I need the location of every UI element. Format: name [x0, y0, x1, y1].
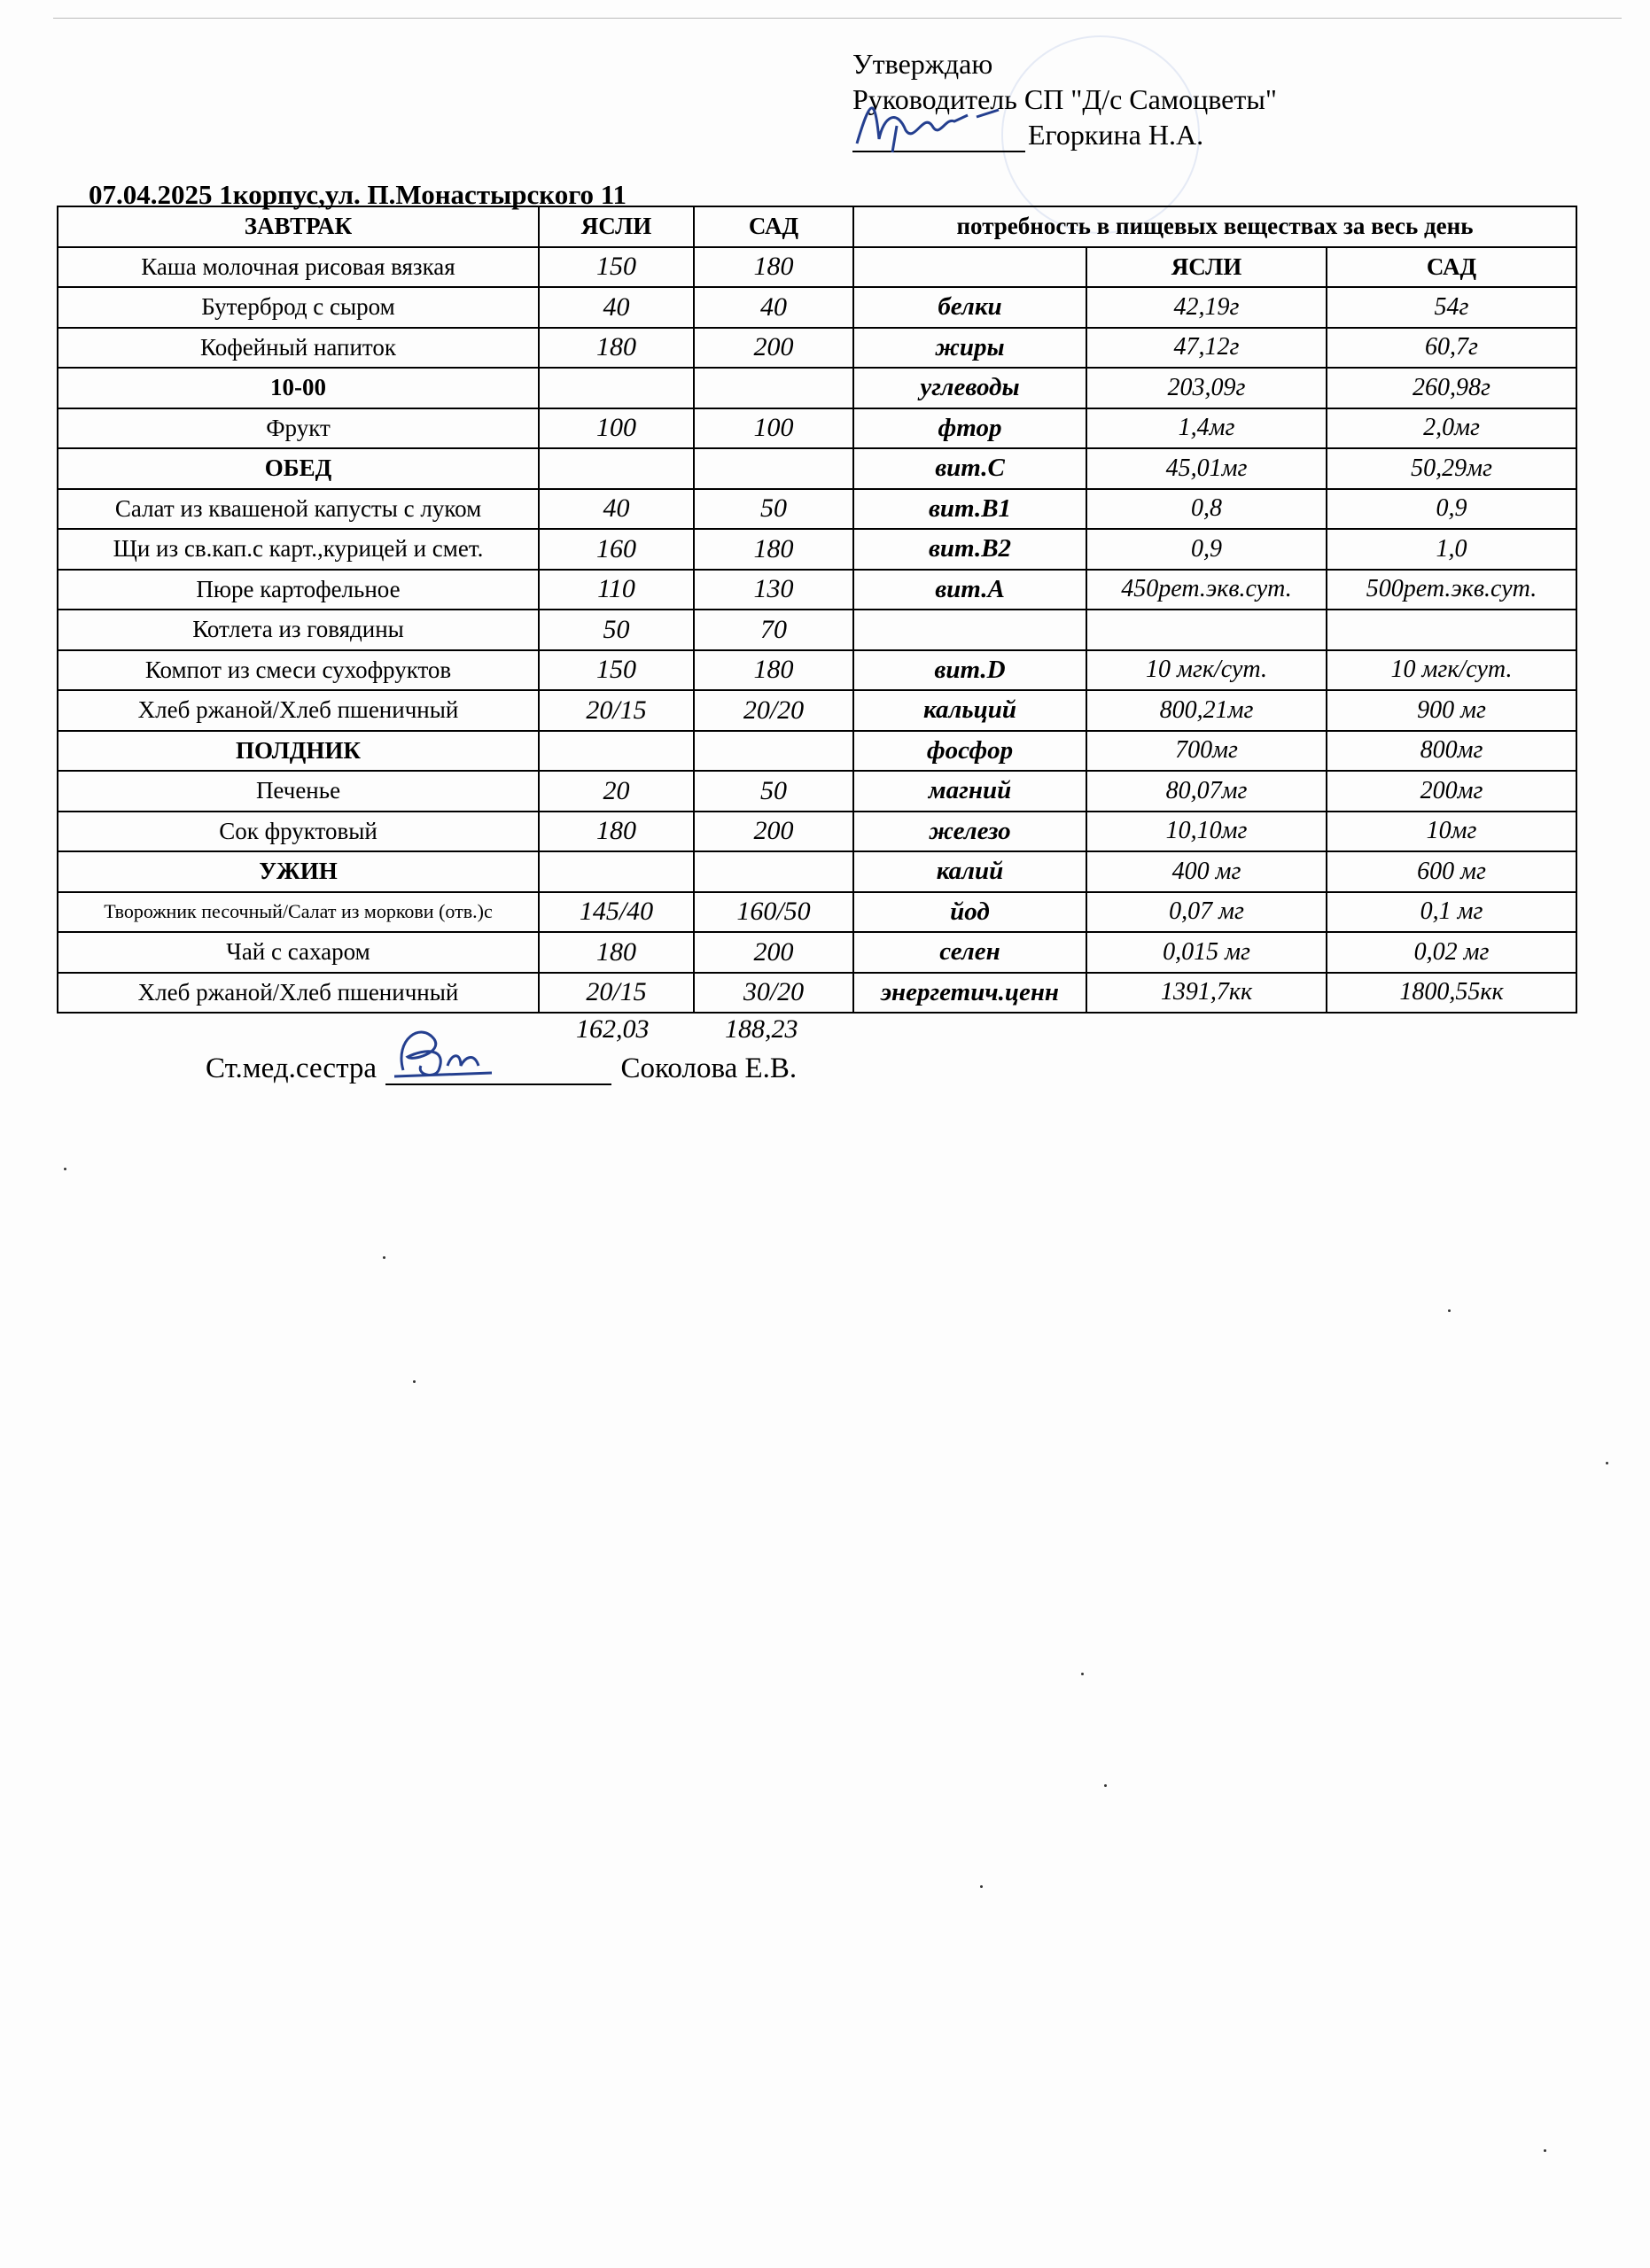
meal-section-label: 10-00: [58, 368, 539, 408]
nutrient-yasli: 700мг: [1086, 731, 1327, 772]
nutrient-name: вит.D: [853, 650, 1086, 691]
portion-sad: 40: [694, 287, 853, 328]
nutrient-sad: 500рет.экв.сут.: [1327, 570, 1576, 610]
portion-yasli: 20/15: [539, 973, 694, 1014]
table-row: [58, 690, 1576, 731]
portion-yasli: [539, 851, 694, 892]
dish-name: Салат из квашеной капусты с луком: [58, 489, 539, 530]
portion-yasli: 180: [539, 812, 694, 852]
nutrient-name: белки: [853, 287, 1086, 328]
nutrient-sad: 10 мгк/сут.: [1327, 650, 1576, 691]
table-row: [58, 489, 1576, 530]
meal-header: ЗАВТРАК: [58, 206, 539, 247]
nutrients-yasli-header: ЯСЛИ: [1086, 247, 1327, 288]
portion-sad: 200: [694, 932, 853, 973]
nutrient-label-blank: [853, 247, 1086, 288]
portion-yasli: [539, 731, 694, 772]
yasli-header: ЯСЛИ: [539, 206, 694, 247]
portion-sad: 200: [694, 328, 853, 369]
scan-edge-line: [53, 18, 1622, 19]
table-row: [58, 650, 1576, 691]
nutrient-name: энергетич.ценн: [853, 973, 1086, 1014]
nutrient-sad: [1327, 610, 1576, 650]
nutrient-sad: 800мг: [1327, 731, 1576, 772]
dish-name: Творожник песочный/Салат из моркови (отв.)с: [58, 892, 539, 933]
nutrient-yasli: 45,01мг: [1086, 448, 1327, 489]
total-sad: 188,23: [725, 1014, 798, 1044]
dish-name: Котлета из говядины: [58, 610, 539, 650]
approval-block: [852, 46, 1277, 154]
nutrient-name: фосфор: [853, 731, 1086, 772]
approval-signature-row: [852, 117, 1277, 154]
nutrient-name: йод: [853, 892, 1086, 933]
nutrient-sad: 2,0мг: [1327, 408, 1576, 449]
portion-sad: 200: [694, 812, 853, 852]
meal-section-label: ПОЛДНИК: [58, 731, 539, 772]
dish-name: Чай с сахаром: [58, 932, 539, 973]
nutrient-sad: 50,29мг: [1327, 448, 1576, 489]
document-title: 07.04.2025 1корпус,ул. П.Монастырского 11: [89, 179, 627, 210]
table-row: [58, 973, 1576, 1014]
dish-name: Хлеб ржаной/Хлеб пшеничный: [58, 973, 539, 1014]
nutrient-sad: 54г: [1327, 287, 1576, 328]
table-row: [58, 529, 1576, 570]
portion-yasli: 20: [539, 771, 694, 812]
scan-speck: [1544, 2149, 1546, 2152]
nutrient-name: кальций: [853, 690, 1086, 731]
nutrient-sad: 60,7г: [1327, 328, 1576, 369]
nurse-signature-block: [206, 1052, 797, 1085]
nutrient-sad: 0,9: [1327, 489, 1576, 530]
dish-name: Компот из смеси сухофруктов: [58, 650, 539, 691]
nutrient-yasli: 0,9: [1086, 529, 1327, 570]
dish-name: Пюре картофельное: [58, 570, 539, 610]
scan-speck: [1081, 1673, 1084, 1675]
scan-speck: [64, 1168, 66, 1170]
nutrient-yasli: 1,4мг: [1086, 408, 1327, 449]
nutrient-yasli: 42,19г: [1086, 287, 1327, 328]
portion-sad: 70: [694, 610, 853, 650]
scan-speck: [383, 1256, 385, 1259]
sad-header: САД: [694, 206, 853, 247]
dish-name: Кофейный напиток: [58, 328, 539, 369]
nutrient-sad: 600 мг: [1327, 851, 1576, 892]
approval-position: Руководитель СП "Д/с Самоцветы": [852, 83, 1277, 115]
nutrient-name: селен: [853, 932, 1086, 973]
table-row: [58, 287, 1576, 328]
nutrient-sad: 200мг: [1327, 771, 1576, 812]
portion-sad: 100: [694, 408, 853, 449]
nutrient-name: [853, 610, 1086, 650]
table-row: [58, 328, 1576, 369]
nutrient-sad: 900 мг: [1327, 690, 1576, 731]
portion-yasli: 20/15: [539, 690, 694, 731]
nutrient-name: фтор: [853, 408, 1086, 449]
table-row: [58, 932, 1576, 973]
nutrient-yasli: 47,12г: [1086, 328, 1327, 369]
nutrient-yasli: [1086, 610, 1327, 650]
dish-name: Щи из св.кап.с карт.,курицей и смет.: [58, 529, 539, 570]
table-row: [58, 448, 1576, 489]
nutrient-name: вит.В1: [853, 489, 1086, 530]
portion-yasli: 40: [539, 489, 694, 530]
portion-sad: [694, 731, 853, 772]
menu-table: [57, 206, 1577, 1014]
table-row: [58, 812, 1576, 852]
portion-sad: 30/20: [694, 973, 853, 1014]
portion-sad: 130: [694, 570, 853, 610]
scan-speck: [980, 1885, 983, 1888]
nutrient-yasli: 400 мг: [1086, 851, 1327, 892]
portion-yasli: 150: [539, 650, 694, 691]
nutrient-yasli: 800,21мг: [1086, 690, 1327, 731]
nutrient-yasli: 1391,7кк: [1086, 973, 1327, 1014]
nutrient-yasli: 203,09г: [1086, 368, 1327, 408]
nutrient-name: жиры: [853, 328, 1086, 369]
portion-yasli: 150: [539, 247, 694, 288]
nutrient-sad: 10мг: [1327, 812, 1576, 852]
portion-sad: 180: [694, 529, 853, 570]
meal-section-label: УЖИН: [58, 851, 539, 892]
portion-yasli: 40: [539, 287, 694, 328]
portion-yasli: [539, 368, 694, 408]
nutrient-name: углеводы: [853, 368, 1086, 408]
signature-line: [385, 1057, 611, 1085]
nutrient-yasli: 0,07 мг: [1086, 892, 1327, 933]
portion-yasli: 110: [539, 570, 694, 610]
portion-yasli: 180: [539, 328, 694, 369]
meal-section-label: ОБЕД: [58, 448, 539, 489]
nutrient-sad: 260,98г: [1327, 368, 1576, 408]
dish-name: Хлеб ржаной/Хлеб пшеничный: [58, 690, 539, 731]
scan-speck: [1606, 1462, 1608, 1464]
nutrient-yasli: 0,8: [1086, 489, 1327, 530]
portion-sad: 50: [694, 489, 853, 530]
nutrient-yasli: 450рет.экв.сут.: [1086, 570, 1327, 610]
table-row: [58, 247, 1576, 288]
nutrient-sad: 1,0: [1327, 529, 1576, 570]
total-yasli: 162,03: [576, 1014, 650, 1044]
portion-yasli: 180: [539, 932, 694, 973]
approval-name: Егоркина Н.А.: [1028, 119, 1204, 151]
nutrient-sad: 0,02 мг: [1327, 932, 1576, 973]
portion-sad: 180: [694, 650, 853, 691]
nutrient-name: вит.С: [853, 448, 1086, 489]
nutrient-name: калий: [853, 851, 1086, 892]
table-row: [58, 408, 1576, 449]
portion-sad: [694, 851, 853, 892]
dish-name: Каша молочная рисовая вязкая: [58, 247, 539, 288]
nutrient-sad: 0,1 мг: [1327, 892, 1576, 933]
portion-sad: 50: [694, 771, 853, 812]
handwritten-signature-director: [844, 90, 1012, 161]
nurse-role: Ст.мед.сестра: [206, 1052, 377, 1084]
dish-name: Печенье: [58, 771, 539, 812]
table-row: [58, 851, 1576, 892]
portion-sad: 160/50: [694, 892, 853, 933]
nutrient-name: вит.В2: [853, 529, 1086, 570]
nutrient-yasli: 10 мгк/сут.: [1086, 650, 1327, 691]
approval-heading: Утверждаю: [852, 48, 993, 80]
table-row: [58, 610, 1576, 650]
portion-sad: [694, 368, 853, 408]
dish-name: Бутерброд с сыром: [58, 287, 539, 328]
portion-sad: [694, 448, 853, 489]
table-row: [58, 368, 1576, 408]
nurse-name: Соколова Е.В.: [620, 1052, 798, 1084]
portion-yasli: [539, 448, 694, 489]
nutrient-sad: 1800,55кк: [1327, 973, 1576, 1014]
dish-name: Фрукт: [58, 408, 539, 449]
nutrient-yasli: 80,07мг: [1086, 771, 1327, 812]
table-header-row: [58, 206, 1576, 247]
scan-speck: [1104, 1784, 1107, 1787]
portion-sad: 180: [694, 247, 853, 288]
handwritten-signature-nurse: [385, 1021, 510, 1088]
portion-yasli: 100: [539, 408, 694, 449]
nutrient-name: железо: [853, 812, 1086, 852]
table-row: [58, 570, 1576, 610]
scan-speck: [1448, 1309, 1451, 1312]
nutrient-yasli: 0,015 мг: [1086, 932, 1327, 973]
nutrient-name: магний: [853, 771, 1086, 812]
nutrient-name: вит.А: [853, 570, 1086, 610]
nutrients-sad-header: САД: [1327, 247, 1576, 288]
table-row: [58, 892, 1576, 933]
portion-yasli: 145/40: [539, 892, 694, 933]
portion-yasli: 50: [539, 610, 694, 650]
nutrient-yasli: 10,10мг: [1086, 812, 1327, 852]
table-row: [58, 771, 1576, 812]
portion-sad: 20/20: [694, 690, 853, 731]
portion-yasli: 160: [539, 529, 694, 570]
nutrients-title: потребность в пищевых веществах за весь день: [853, 206, 1576, 247]
table-row: [58, 731, 1576, 772]
scan-speck: [413, 1380, 416, 1383]
dish-name: Сок фруктовый: [58, 812, 539, 852]
